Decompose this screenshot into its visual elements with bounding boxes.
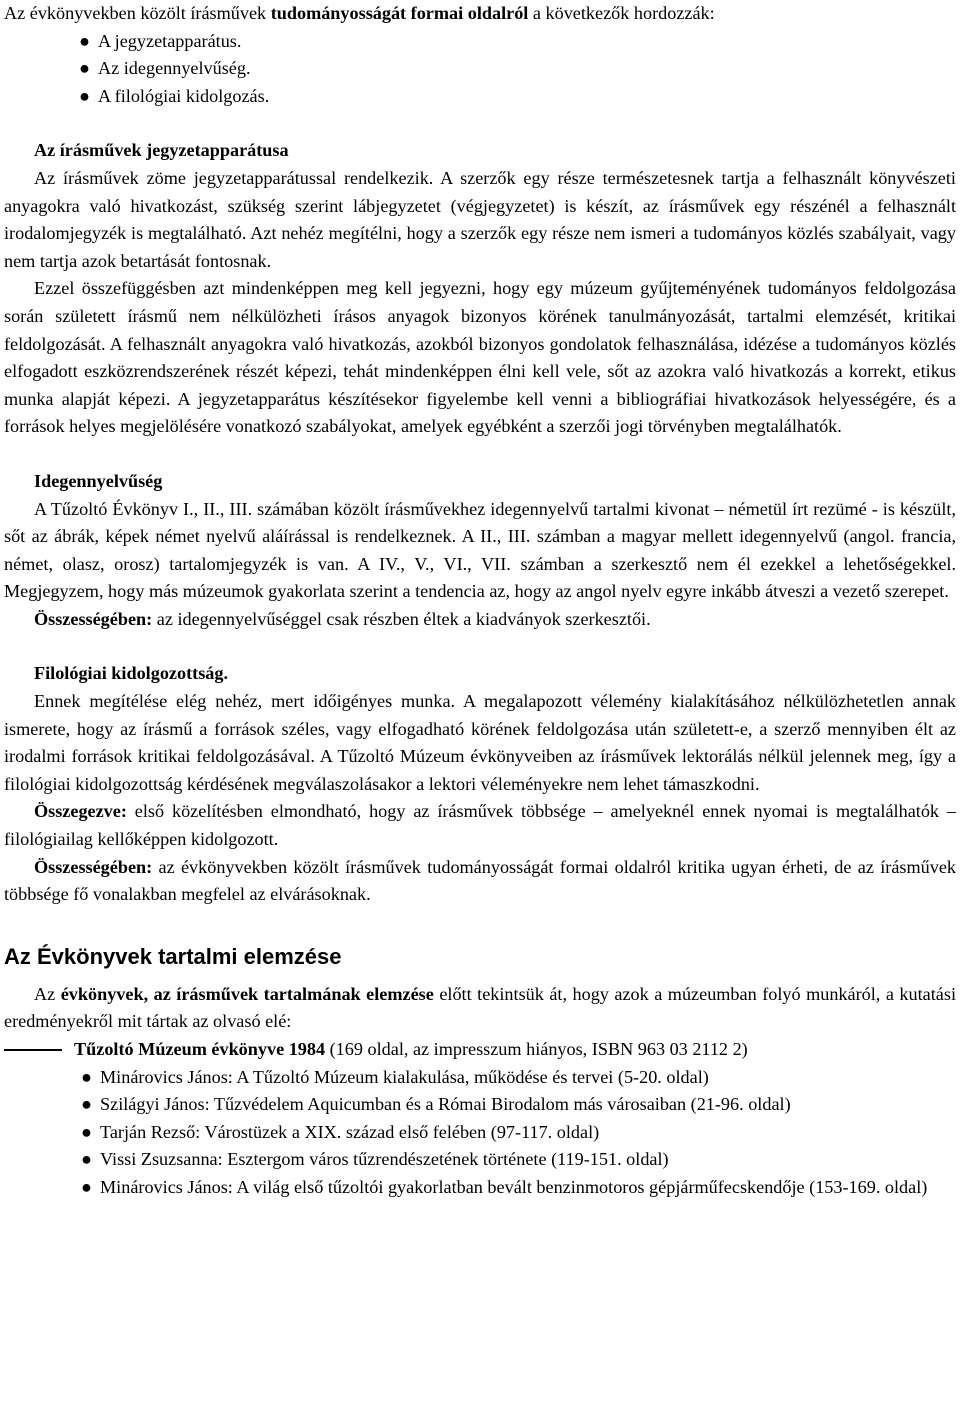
document-page <box>4 0 956 1202</box>
list-item: ● Minárovics János: A Tűzoltó Múzeum kialakulása, működése és tervei (5-20. oldal) <box>4 1064 956 1092</box>
intro-text: Az évkönyvekben közölt írásművek <box>4 3 271 23</box>
intro-text-end: a következők hordozzák: <box>528 3 715 23</box>
paragraph: Ennek megítélése elég nehéz, mert időigényes munka. A megalapozott vélemény kialakításához nélkülözhetetlen annak ismerete, hogy az írásmű a források széles, vagy elfogadható körének feldolgozása után született-e, a szerző mennyiben élt az irodalmi források kritikai feldolgozásával. A Tűzoltó Múzeum évkönyveiben az írásművek lektorálás nélkül jelennek meg, így a filológiai kidolgozottság kérdésének megválaszolásakor a lektori véleményekre nem lehet támaszkodni. <box>4 691 956 794</box>
section-heading: Filológiai kidolgozottság. <box>34 663 229 684</box>
list-item: ● Minárovics János: A világ első tűzoltói gyakorlatban bevált benzinmotoros gépjárműfecskendője (153-169. oldal) <box>4 1174 956 1202</box>
summary-paragraph: Összegezve: első közelítésben elmondható, hogy az írásművek többsége – amelyeknél ennek nyomai is megtalálhatók – filológiailag kellőképpen kidolgozott. <box>4 801 956 850</box>
intro-bold: tudományosságát formai oldalról <box>270 3 529 23</box>
summary-paragraph: Összességében: az idegennyelvűséggel csak részben éltek a kiadványok szerkesztői. <box>34 608 651 629</box>
volume-entry <box>4 1036 956 1064</box>
intro-line <box>4 0 956 28</box>
bullet-icon: ● <box>81 1121 92 1142</box>
section-heading: Idegennyelvűség <box>34 470 163 491</box>
bullet-icon: ● <box>79 85 90 106</box>
chapter-heading: Az Évkönyvek tartalmi elemzése <box>4 943 342 969</box>
bullet-icon: ● <box>81 1094 92 1115</box>
list-item: ● Az idegennyelvűség. <box>4 55 956 83</box>
list-item: ● A jegyzetapparátus. <box>4 28 956 56</box>
volume-title: Tűzoltó Múzeum évkönyve 1984 <box>74 1039 326 1059</box>
bullet-icon: ● <box>81 1176 92 1197</box>
paragraph: Az évkönyvek, az írásművek tartalmának elemzése előtt tekintsük át, hogy azok a múzeumban folyó munkáról, a kutatási eredményekről mit tártak az olvasó elé: <box>4 983 956 1032</box>
summary-label: Összegezve: <box>34 801 127 822</box>
paragraph: Ezzel összefüggésben azt mindenképpen meg kell jegyezni, hogy egy múzeum gyűjteményének tudományos feldolgozása során született írásmű nem nélkülözheti írásos anyagok bizonyos körének tanulmányozását, tartalmi elemzését, kritikai feldolgozását. A felhasznált anyagokra való hivatkozás, azokból bizonyos gondolatok felhasználása, idézése a tudományos közlés elfogadott eszközrendszerének részét képezi, tehát mindenképpen élni kell vele, sőt az azokra való hivatkozás a korrekt, etikus munka alapját képezi. A jegyzetapparátus készítésekor figyelembe kell venni a bibliográfiai hivatkozások helyességére, és a források helyes megjelölésére vonatkozó szabályokat, amelyek egyébként a szerzői jogi törvényben megtalálhatók. <box>4 278 956 437</box>
list-item: ● Tarján Rezső: Várostüzek a XIX. század első felében (97-117. oldal) <box>4 1119 956 1147</box>
summary-label: Összességében: <box>34 856 153 877</box>
section-heading: Az írásművek jegyzetapparátusa <box>34 140 289 161</box>
bullet-icon: ● <box>79 58 90 79</box>
list-item: ● Szilágyi János: Tűzvédelem Aquicumban és a Római Birodalom más városaiban (21-96. oldal) <box>4 1091 956 1119</box>
bullet-icon: ● <box>79 30 90 51</box>
dash-marker <box>4 1049 62 1051</box>
bullet-icon: ● <box>81 1066 92 1087</box>
list-item: ● Vissi Zsuzsanna: Esztergom város tűzrendészetének története (119-151. oldal) <box>4 1146 956 1174</box>
paragraph: A Tűzoltó Évkönyv I., II., III. számában közölt írásművekhez idegennyelvű tartalmi kivonat – németül írt rezümé - is készült, sőt az ábrák, képek német nyelvű aláírással is rendelkeznek. A II., III. számban a magyar mellett idegennyelvű (angol. francia, német, olasz, orosz) tartalomjegyzék is van. A IV., V., VI., VII. számban a szerkesztő nem él ezekkel a lehetőségekkel. Megjegyzem, hogy más múzeumok gyakorlata szerint a tendencia az, hogy az angol nyelv egyre inkább átveszi a vezető szerepet. <box>4 498 956 602</box>
summary-paragraph: Összességében: az évkönyvekben közölt írásművek tudományosságát formai oldalról kritika ugyan érheti, de az írásművek többsége fő vonalakban megfelel az elvárásoknak. <box>4 856 956 905</box>
list-item: ● A filológiai kidolgozás. <box>4 83 956 111</box>
paragraph: Az írásművek zöme jegyzetapparátussal rendelkezik. A szerzők egy része természetesnek tartja a felhasznált könyvészeti anyagokra való hivatkozást, szükség szerint lábjegyzetet (végjegyzetet) is készít, az írásművek egy részénél a felhasznált irodalomjegyzék is megtalálható. Azt nehéz megítélni, hogy a szerzők egy része nem ismeri a tudományos közlés szabályait, vagy nem tartja azok betartását fontosnak. <box>4 167 956 271</box>
bullet-icon: ● <box>81 1149 92 1170</box>
summary-label: Összességében: <box>34 608 153 629</box>
volume-info: (169 oldal, az impresszum hiányos, ISBN 963 03 2112 2) <box>325 1039 748 1059</box>
